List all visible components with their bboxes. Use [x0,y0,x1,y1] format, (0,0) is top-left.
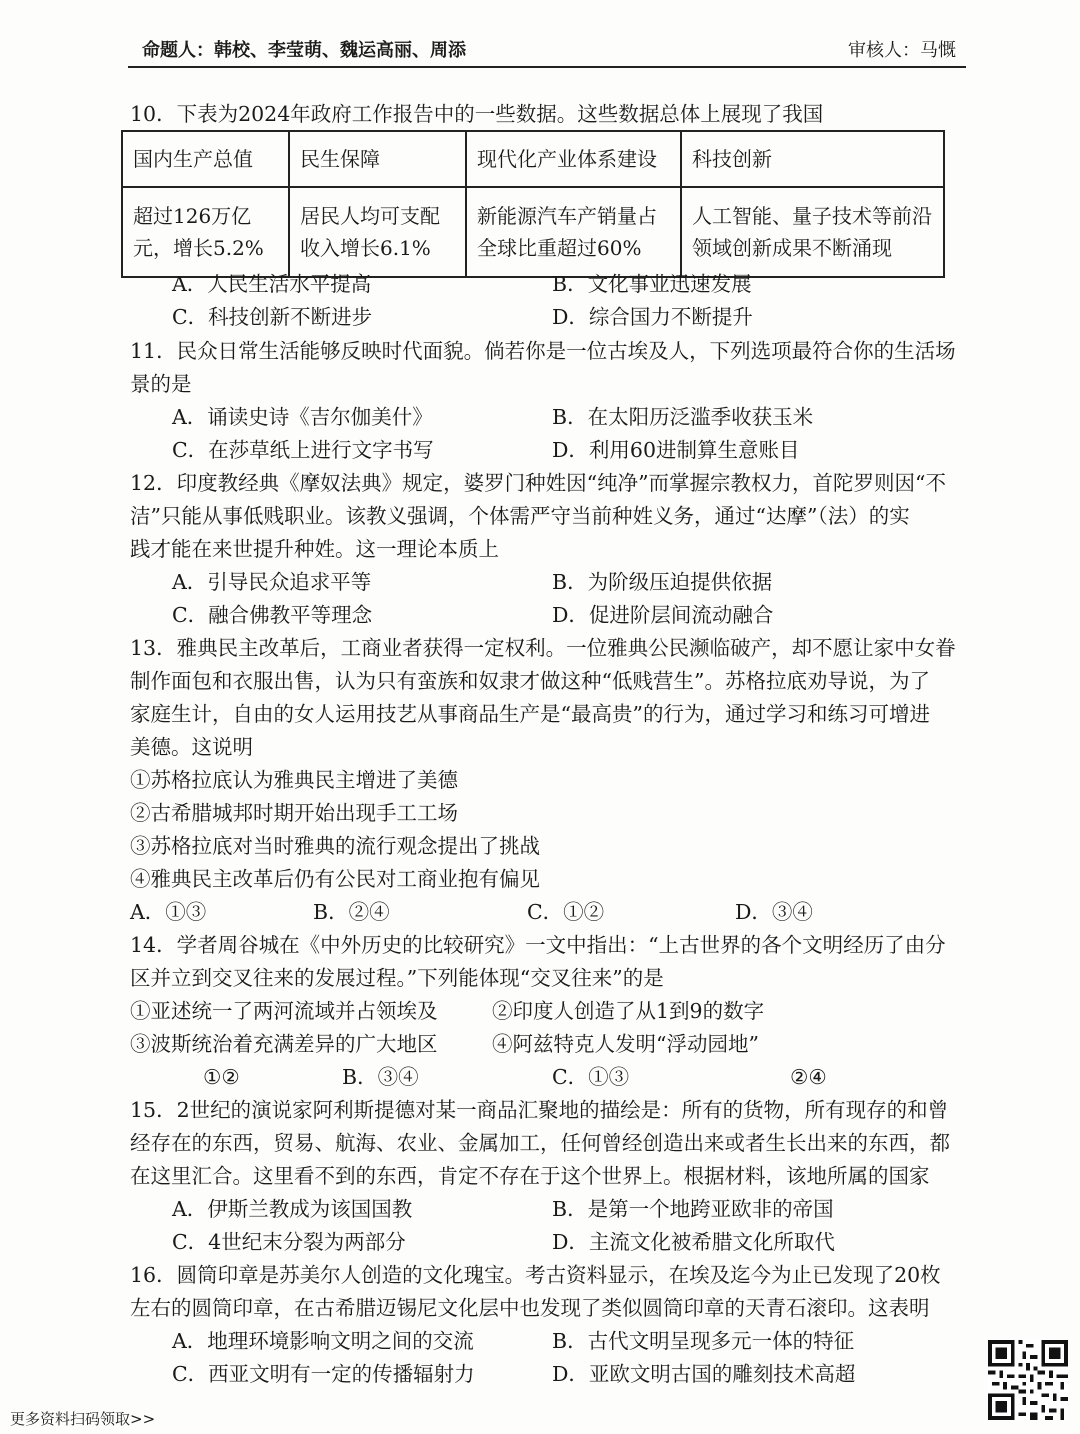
q13-stem-line: 制作面包和衣服出售，认为只有蛮族和奴隶才做这种“低贱营生”。苏格拉底劝导说，为了 [130,669,930,693]
q15-option-d: D．主流文化被希腊文化所取代 [552,1230,835,1254]
reviewer-line: 审核人：马慨 [848,40,956,61]
q14-item: ③波斯统治着充满差异的广大地区 [130,1032,438,1056]
q15-option-b: B．是第一个地跨亚欧非的帝国 [552,1197,834,1221]
q11-option-d: D．利用60进制算生意账目 [552,438,800,462]
q13-stem-line: 美德。这说明 [130,735,253,759]
q15-option-a: A．伊斯兰教成为该国国教 [172,1197,413,1221]
q13-item: ④雅典民主改革后仍有公民对工商业抱有偏见 [130,867,540,891]
q14-item: ④阿兹特克人发明“浮动园地” [492,1032,759,1056]
q10-data-table [121,130,945,278]
q12-option-b: B．为阶级压迫提供依据 [552,570,773,594]
q10-option-c: C．科技创新不断进步 [172,305,373,329]
q16-option-d: D．亚欧文明古国的雕刻技术高超 [552,1362,856,1386]
footer-text: 更多资料扫码领取>> [10,1410,156,1428]
table-cell: 超过126万亿 元，增长5.2% [122,187,289,277]
table-header-cell: 科技创新 [681,131,944,187]
q10-option-b: B．文化事业迅速发展 [552,272,752,296]
table-cell: 新能源汽车产销量占 全球比重超过60% [466,187,681,277]
q13-option-b: B．②④ [313,900,390,924]
q13-item: ②古希腊城邦时期开始出现手工工场 [130,801,458,825]
q14-item: ①亚述统一了两河流域并占领埃及 [130,999,438,1023]
q11-stem-line: 景的是 [130,372,192,396]
q15-stem-line: 经存在的东西，贸易、航海、农业、金属加工，任何曾经创造出来或者生长出来的东西，都 [130,1131,950,1155]
q12-stem-line: 12．印度教经典《摩奴法典》规定，婆罗门种姓因“纯净”而掌握宗教权力，首陀罗则因“不 [130,471,947,495]
q12-stem-line: 洁”只能从事低贱职业。该教义强调，个体需严守当前种姓义务，通过“达摩”（法）的实 [130,504,910,528]
q14-stem-line: 14．学者周谷城在《中外历史的比较研究》一文中指出：“上古世界的各个文明经历了由分 [130,933,946,957]
q13-stem-line: 家庭生计，自由的女人运用技艺从事商品生产是“最高贵”的行为，通过学习和练习可增进 [130,702,930,726]
q12-option-d: D．促进阶层间流动融合 [552,603,774,627]
q15-stem-line: 在这里汇合。这里看不到的东西，肯定不存在于这个世界上。根据材料，该地所属的国家 [130,1164,930,1188]
q12-stem-line: 践才能在来世提升种姓。这一理论本质上 [130,537,499,561]
q14-option-a: ①② [203,1065,240,1089]
table-cell: 居民人均可支配 收入增长6.1% [289,187,466,277]
q16-option-a: A．地理环境影响文明之间的交流 [172,1329,474,1353]
q12-option-a: A．引导民众追求平等 [172,570,372,594]
q14-item: ②印度人创造了从1到9的数字 [492,999,765,1023]
q14-option-d: ②④ [790,1065,827,1089]
q14-option-b: B．③④ [342,1065,419,1089]
page-header [128,30,966,68]
q12-option-c: C．融合佛教平等理念 [172,603,373,627]
q16-stem-line: 左右的圆筒印章，在古希腊迈锡尼文化层中也发现了类似圆筒印章的天青石滚印。这表明 [130,1296,930,1320]
q13-item: ③苏格拉底对当时雅典的流行观念提出了挑战 [130,834,540,858]
q10-stem: 10．下表为2024年政府工作报告中的一些数据。这些数据总体上展现了我国 [130,102,824,126]
q15-stem-line: 15．2世纪的演说家阿利斯提德对某一商品汇聚地的描绘是：所有的货物，所有现存的和曾 [130,1098,949,1122]
q16-stem-line: 16．圆筒印章是苏美尔人创造的文化瑰宝。考古资料显示，在埃及迄今为止已发现了20枚 [130,1263,941,1287]
q16-option-b: B．古代文明呈现多元一体的特征 [552,1329,855,1353]
q16-option-c: C．西亚文明有一定的传播辐射力 [172,1362,475,1386]
qr-code-icon[interactable] [988,1340,1068,1420]
q13-stem-line: 13．雅典民主改革后，工商业者获得一定权利。一位雅典公民濒临破产，却不愿让家中女眷 [130,636,956,660]
q14-stem-line: 区并立到交叉往来的发展过程。”下列能体现“交叉往来”的是 [130,966,664,990]
q11-option-b: B．在太阳历泛滥季收获玉米 [552,405,814,429]
q13-option-c: C．①② [527,900,605,924]
q13-option-d: D．③④ [735,900,813,924]
q11-option-a: A．诵读史诗《吉尔伽美什》 [172,405,433,429]
authors-line: 命题人：韩校、李莹萌、魏运高丽、周添 [142,40,466,61]
q10-option-a: A．人民生活水平提高 [172,272,372,296]
q13-option-a: A．①③ [130,900,207,924]
q11-option-c: C．在莎草纸上进行文字书写 [172,438,434,462]
table-header-cell: 民生保障 [289,131,466,187]
q14-option-c: C．①③ [552,1065,630,1089]
q15-option-c: C．4世纪末分裂为两部分 [172,1230,406,1254]
q13-item: ①苏格拉底认为雅典民主增进了美德 [130,768,458,792]
table-header-cell: 国内生产总值 [122,131,289,187]
q11-stem-line: 11．民众日常生活能够反映时代面貌。倘若你是一位古埃及人，下列选项最符合你的生活场 [130,339,956,363]
table-cell: 人工智能、量子技术等前沿 领域创新成果不断涌现 [681,187,944,277]
q10-option-d: D．综合国力不断提升 [552,305,753,329]
table-header-cell: 现代化产业体系建设 [466,131,681,187]
